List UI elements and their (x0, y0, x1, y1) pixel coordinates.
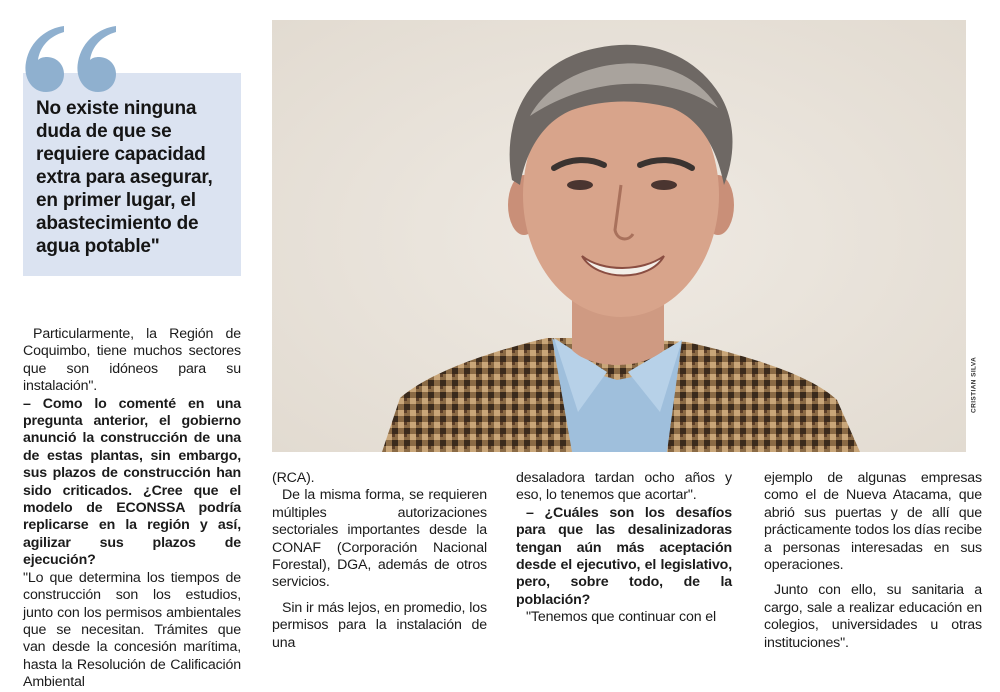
article-column-4 (764, 470, 982, 652)
portrait-illustration (272, 20, 966, 452)
paragraph: "Tenemos que continuar con el (526, 609, 716, 626)
article-column-2 (272, 470, 487, 652)
pull-quote-box (23, 73, 241, 276)
paragraph: Particularmente, la Región de Coquimbo, tiene muchos sectores que son idóneos para su instalación". (23, 326, 241, 395)
paragraph: (RCA). (272, 470, 315, 486)
paragraph: "Lo que determina los tiempos de construcción son los estudios, junto con los permisos ambientales que se necesitan. Trámites que van desde la concesión marítima, hasta la Resolución de Calificación Ambiental (23, 569, 241, 691)
article-column-1 (23, 326, 241, 692)
portrait-photo (272, 20, 966, 452)
article-column-3 (516, 470, 732, 627)
paragraph: ejemplo de algunas empresas como el de Nueva Atacama, que abrió sus puertas y de allí que prácticamente todos los días recibe a personas interesadas en sus operaciones. (764, 470, 982, 574)
paragraph: Sin ir más lejos, en promedio, los permisos para la instalación de una (272, 599, 487, 651)
paragraph: De la misma forma, se requieren múltiples autorizaciones sectoriales importantes desde la CONAF (Corporación Nacional Forestal), DGA, además de otros servicios. (272, 487, 487, 591)
paragraph: Junto con ello, su sanitaria a cargo, sale a realizar educación en colegios, universidades u otras instituciones". (764, 582, 982, 651)
paragraph: desaladora tardan ocho años y eso, lo tenemos que acortar". (516, 470, 732, 504)
photo-credit: CRISTIAN SILVA (970, 356, 978, 414)
quote-mark-icon (18, 18, 122, 98)
pull-quote-text: No existe ninguna duda de que se requiere capacidad extra para asegurar, en primer lugar, el abastecimiento de agua potable" (36, 98, 213, 257)
interview-question: – Como lo comenté en una pregunta anterior, el gobierno anunció la construcción de una de estas plantas, sin embargo, sus plazos de construcción han sido criticados. ¿Cree que el modelo de ECONSSA podría replicarse en la región y así, agilizar sus plazos de ejecución? (23, 395, 241, 569)
interview-question: – ¿Cuáles son los desafíos para que las desalinizadoras tengan aún más aceptación desde el ejecutivo, el legislativo, pero, sobre todo, de la población? (516, 504, 732, 608)
